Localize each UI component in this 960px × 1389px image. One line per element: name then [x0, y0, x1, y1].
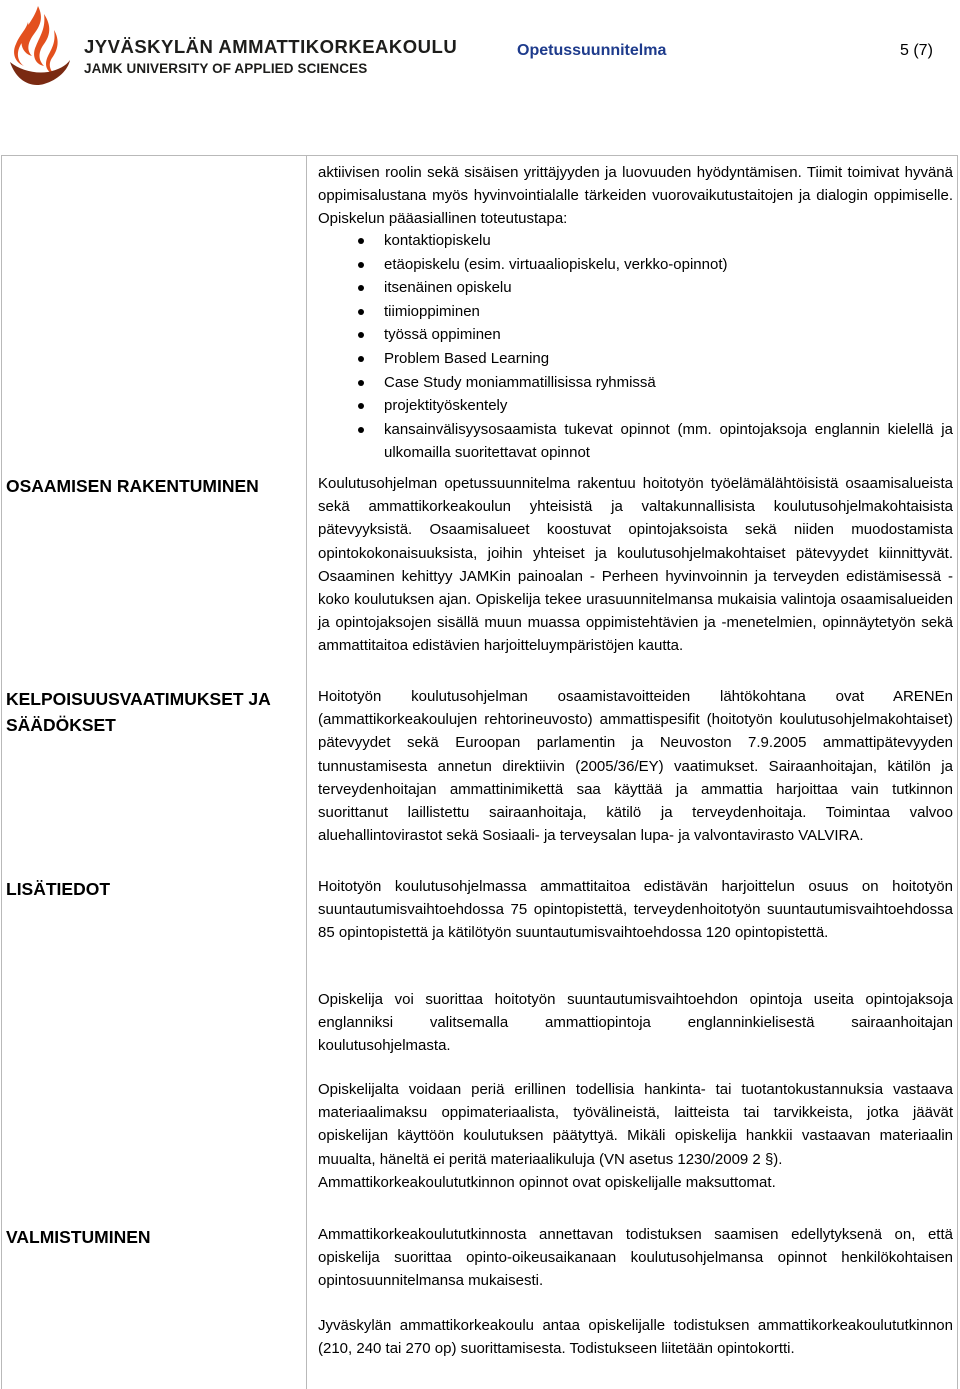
list-item: itsenäinen opiskelu: [318, 276, 953, 300]
page-number: 5 (7): [900, 42, 933, 59]
bullet-icon: [358, 285, 364, 291]
logo-wordmark-finnish: JYVÄSKYLÄN AMMATTIKORKEAKOULU: [84, 36, 458, 57]
section-label-kelpoisuusvaatimukset: KELPOISUUSVAATIMUKSET JA SÄÄDÖKSET: [6, 689, 271, 735]
kelpoisuusvaatimukset-text: Hoitotyön koulutusohjelman osaamistavoitteiden lähtökohtana ovat ARENEn (ammattikorkeakoulujen rehtorineuvosto) ammattispesifit (hoitotyön koulutusohjelmakohtaiset) pätevyydet sekä Euroopan parlamentin ja Neuvoston 7.9.2005 ammattipätevyyden tunnustamisesta annetun direktiivin (2005/36/EY) vaatimukset. Sairaanhoitajan, kätilön ja terveydenhoitajan ammattinimikettä saa käyttää ja ammattia harjoittaa vain tutkinnon suorittanut laillistettu sairaanhoitaja, kätilö ja terveydenhoitaja. Toimintaa valvoo aluehallintovirastot sekä Sosiaali- ja terveysalan lupa- ja valvontavirasto VALVIRA.: [318, 688, 953, 845]
list-item: Case Study moniammatillisissa ryhmissä: [318, 371, 953, 395]
section-label-lisatiedot: LISÄTIEDOT: [6, 879, 111, 899]
valmistuminen-paragraph-2: Jyväskylän ammattikorkeakoulu antaa opiskelijalle todistuksen ammattikorkeakoulututkinnon (210, 240 tai 270 op) suorittamisesta. Todistukseen liitetään opintokortti.: [318, 1317, 953, 1358]
study-methods-list: [318, 229, 953, 465]
jamk-flame-logo-icon: [4, 4, 72, 88]
section-label-osaamisen-rakentuminen: OSAAMISEN RAKENTUMINEN: [6, 476, 259, 496]
lisatiedot-paragraph-1: Hoitotyön koulutusohjelmassa ammattitaitoa edistävän harjoittelun osuus on hoitotyön suuntautumisvaihtoehdossa 75 opintopistettä, terveydenhoitotyön suuntautumisvaihtoehdossa 85 opintopistettä ja kätilötyön suuntautumisvaihtoehdossa 120 opintopistettä.: [318, 878, 953, 942]
document-title: Opetussuunnitelma: [517, 42, 667, 59]
logo-wordmark-english: JAMK UNIVERSITY OF APPLIED SCIENCES: [84, 61, 368, 76]
bullet-icon: [358, 427, 364, 433]
page-header: [0, 0, 960, 110]
osaamisen-rakentuminen-text: Koulutusohjelman opetussuunnitelma rakentuu hoitotyön työelämälähtöisistä osaamisalueista sekä ammattikorkeakoulun yhteisistä ja valtakunnallisista koulutusohjelmakohtaisista pätevyyksistä. Osaamisalueet koostuvat opintojaksoista sekä niiden muodostamista opintokokonaisuuksista, joihin yhteiset ja koulutusohjelmakohtaiset pätevyydet kiinnittyvät. Osaaminen kehittyy JAMKin painoalan - Perheen hyvinvoinnin ja terveyden edistämisessä - koko koulutuksen ajan. Opiskelija tekee urasuunnitelmansa mukaisia valintoja osaamisalueiden ja opintojaksojen sisällä muun muassa oppimistehtävien ja -menetelmien, opinnäytetyön sekä ammattitaitoa edistävien harjoitteluympäristöjen kautta.: [318, 475, 953, 655]
bullet-icon: [358, 403, 364, 409]
bullet-icon: [358, 309, 364, 315]
list-item: tiimioppiminen: [318, 300, 953, 324]
list-item: Problem Based Learning: [318, 347, 953, 371]
bullet-icon: [358, 332, 364, 338]
bullet-icon: [358, 356, 364, 362]
valmistuminen-paragraph-1: Ammattikorkeakoulututkinnosta annettavan todistuksen saamisen edellytyksenä on, että opiskelija suorittaa opinto-oikeusaikanaan koulutusohjelmansa opinnot henkilökohtaisen opintosuunnitelmansa mukaisesti.: [318, 1226, 953, 1290]
bullet-icon: [358, 262, 364, 268]
intro-text: aktiivisen roolin sekä sisäisen yrittäjyyden ja luovuuden hyödyntämisen. Tiimit toimivat hyvänä oppimisalustana myös hyvinvointialalle tärkeiden vuorovaikutustaitojen ja dialogin oppimiselle. Opiskelun pääasiallinen toteutustapa:: [318, 164, 953, 228]
list-item: kontaktiopiskelu: [318, 229, 953, 253]
list-item: projektityöskentely: [318, 394, 953, 418]
bullet-icon: [358, 238, 364, 244]
list-item: kansainvälisyysosaamista tukevat opinnot (mm. opintojaksoja englannin kielellä ja ulkomailla suoritettavat opinnot: [318, 418, 953, 465]
lisatiedot-paragraph-3: Opiskelijalta voidaan periä erillinen todellisia hankinta- tai tuotantokustannuksia vastaava materiaalimaksu oppimateriaalista, työvälineistä, laitteista tai tarvikkeista, jotka jäävät opiskelijan käyttöön koulutuksen päätyttyä. Mikäli opiskelija hankkii vastaavan materiaalin muualta, häneltä ei peritä materiaalikuluja (VN asetus 1230/2009 2 §). Ammattikorkeakoulututkinnon opinnot ovat opiskelijalle maksuttomat.: [318, 1081, 953, 1191]
section-label-valmistuminen: VALMISTUMINEN: [6, 1227, 151, 1247]
list-item: työssä oppiminen: [318, 323, 953, 347]
lisatiedot-paragraph-2: Opiskelija voi suorittaa hoitotyön suuntautumisvaihtoehdon opintoja useita opintojaksoja englanniksi valitsemalla ammattiopintoja englanninkielisestä sairaanhoitajan koulutusohjelmasta.: [318, 991, 953, 1055]
list-item: etäopiskelu (esim. virtuaaliopiskelu, verkko-opinnot): [318, 253, 953, 277]
bullet-icon: [358, 380, 364, 386]
table-column-divider: [306, 155, 307, 1389]
intro-paragraph: [318, 161, 953, 231]
